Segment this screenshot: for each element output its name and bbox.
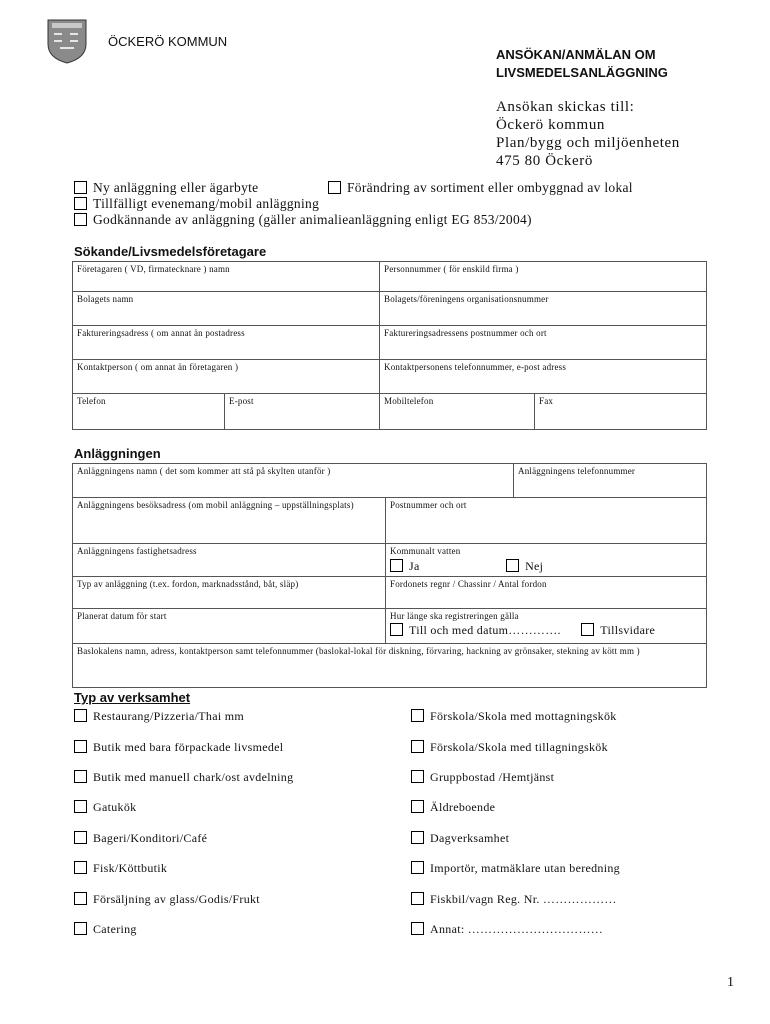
activity-item	[411, 861, 620, 876]
activity-item	[74, 861, 167, 876]
activity-checkbox[interactable]	[411, 709, 424, 722]
activity-checkbox[interactable]	[411, 922, 424, 935]
until-date-checkbox[interactable]	[390, 623, 403, 636]
activity-label: Bageri/Konditori/Café	[93, 831, 208, 845]
activity-label: Fisk/Köttbutik	[93, 861, 168, 875]
activity-label: Catering	[93, 922, 137, 936]
activity-label: Gruppbostad /Hemtjänst	[430, 770, 555, 784]
activity-item	[74, 770, 293, 785]
activity-checkbox[interactable]	[74, 740, 87, 753]
activity-label: Butik med bara förpackade livsmedel	[93, 740, 284, 754]
company-name-field[interactable]: Bolagets namn	[73, 292, 380, 326]
activity-item	[74, 800, 136, 815]
postal-code-city-field[interactable]: Postnummer och ort	[386, 498, 707, 544]
option-label: Tillfälligt evenemang/mobil anläggning	[93, 196, 320, 211]
municipal-water-cell	[386, 544, 707, 577]
activity-checkbox[interactable]	[411, 770, 424, 783]
municipality-coat-of-arms	[46, 18, 88, 64]
option-temporary-event	[74, 196, 319, 212]
activity-checkbox[interactable]	[411, 861, 424, 874]
address-line: Öckerö kommun	[496, 117, 606, 133]
activity-label: Butik med manuell chark/ost avdelning	[93, 770, 294, 784]
activity-checkbox[interactable]	[74, 770, 87, 783]
activity-item	[411, 770, 554, 785]
activity-checkbox[interactable]	[74, 892, 87, 905]
water-yes-checkbox[interactable]	[390, 559, 403, 572]
activity-checkbox[interactable]	[74, 709, 87, 722]
applicant-heading: Sökande/Livsmedelsföretagare	[74, 244, 267, 259]
activity-item	[74, 709, 244, 724]
activity-checkbox[interactable]	[411, 740, 424, 753]
option-label: Godkännande av anläggning (gäller animalieanläggning enligt EG 853/2004)	[93, 212, 532, 227]
visiting-address-field[interactable]: Anläggningens besöksadress (om mobil anläggning – uppställningsplats)	[73, 498, 386, 544]
water-no-checkbox[interactable]	[506, 559, 519, 572]
activity-label: Fiskbil/vagn Reg. Nr. ………………	[430, 892, 617, 906]
mobile-field[interactable]: Mobiltelefon	[380, 394, 535, 430]
activity-heading: Typ av verksamhet	[74, 690, 191, 705]
activity-item	[411, 800, 495, 815]
contact-person-field[interactable]: Kontaktperson ( om annat än företagaren )	[73, 360, 380, 394]
form-title-line1: ANSÖKAN/ANMÄLAN OM	[496, 47, 656, 62]
option-approval	[74, 212, 532, 228]
org-number-field[interactable]: Bolagets/föreningens organisationsnummer	[380, 292, 707, 326]
activity-label: Restaurang/Pizzeria/Thai mm	[93, 709, 245, 723]
activity-checkbox[interactable]	[74, 922, 87, 935]
address-line: Ansökan skickas till:	[496, 99, 635, 115]
vehicle-regnr-field[interactable]: Fordonets regnr / Chassinr / Antal fordon	[386, 577, 707, 609]
option-label: Ny anläggning eller ägarbyte	[93, 180, 259, 195]
base-premises-field[interactable]: Baslokalens namn, adress, kontaktperson samt telefonnummer (baslokal-lokal för diskning, förvaring, hackning av grönsaker, stekning av kött mm )	[73, 644, 707, 688]
activity-label: Annat: ……………………………	[430, 922, 604, 936]
activity-checkbox[interactable]	[74, 831, 87, 844]
activity-label: Förskola/Skola med mottagningskök	[430, 709, 617, 723]
personal-number-field[interactable]: Personnummer ( för enskild firma )	[380, 262, 707, 292]
until-date-label: Till och med datum………….	[409, 623, 561, 637]
activity-item	[411, 831, 509, 846]
facility-type-field[interactable]: Typ av anläggning (t.ex. fordon, marknadsstånd, båt, släp)	[73, 577, 386, 609]
phone-field[interactable]: Telefon	[73, 394, 225, 430]
new-facility-checkbox[interactable]	[74, 181, 87, 194]
page-number: 1	[727, 975, 734, 990]
activity-label: Försäljning av glass/Godis/Frukt	[93, 892, 260, 906]
registration-duration-label: Hur länge ska registreringen gälla	[390, 611, 519, 621]
water-yes-label: Ja	[409, 559, 420, 573]
send-to-address	[496, 98, 680, 170]
option-change-assortment	[328, 180, 633, 196]
change-assortment-checkbox[interactable]	[328, 181, 341, 194]
option-new-facility	[74, 180, 258, 196]
indefinite-label: Tillsvidare	[600, 623, 656, 637]
municipal-water-label: Kommunalt vatten	[390, 546, 461, 556]
billing-postal-field[interactable]: Faktureringsadressens postnummer och ort	[380, 326, 707, 360]
fax-field[interactable]: Fax	[535, 394, 707, 430]
facility-phone-field[interactable]: Anläggningens telefonnummer	[514, 464, 707, 498]
activity-checkbox[interactable]	[411, 831, 424, 844]
activity-label: Dagverksamhet	[430, 831, 510, 845]
applicant-table	[72, 261, 707, 430]
facility-name-field[interactable]: Anläggningens namn ( det som kommer att stå på skylten utanför )	[73, 464, 514, 498]
activity-item	[74, 740, 283, 755]
start-date-field[interactable]: Planerat datum för start	[73, 609, 386, 644]
temporary-event-checkbox[interactable]	[74, 197, 87, 210]
registration-duration-cell	[386, 609, 707, 644]
contact-phone-email-field[interactable]: Kontaktpersonens telefonnummer, e-post adress	[380, 360, 707, 394]
activity-item	[74, 892, 260, 907]
activity-label: Importör, matmäklare utan beredning	[430, 861, 620, 875]
facility-heading: Anläggningen	[74, 446, 161, 461]
activity-label: Äldreboende	[430, 800, 496, 814]
activity-label: Gatukök	[93, 800, 137, 814]
form-title	[496, 46, 668, 82]
billing-address-field[interactable]: Faktureringsadress ( om annat än postadress	[73, 326, 380, 360]
organization-name: ÖCKERÖ KOMMUN	[108, 34, 228, 49]
approval-checkbox[interactable]	[74, 213, 87, 226]
activity-checkbox[interactable]	[74, 800, 87, 813]
activity-checkbox[interactable]	[74, 861, 87, 874]
facility-table	[72, 463, 707, 688]
activity-item	[411, 709, 617, 724]
activity-checkbox[interactable]	[411, 892, 424, 905]
activity-item	[411, 740, 608, 755]
activity-label: Förskola/Skola med tillagningskök	[430, 740, 608, 754]
activity-item	[74, 922, 137, 937]
activity-item	[411, 892, 617, 907]
property-address-field[interactable]: Anläggningens fastighetsadress	[73, 544, 386, 577]
activity-item	[411, 922, 603, 937]
activity-checkbox[interactable]	[411, 800, 424, 813]
option-label: Förändring av sortiment eller ombyggnad av lokal	[347, 180, 633, 195]
form-title-line2: LIVSMEDELSANLÄGGNING	[496, 65, 668, 80]
address-line: 475 80 Öckerö	[496, 153, 593, 169]
activity-item	[74, 831, 207, 846]
email-field[interactable]: E-post	[225, 394, 380, 430]
water-no-label: Nej	[525, 559, 544, 573]
indefinite-checkbox[interactable]	[581, 623, 594, 636]
address-line: Plan/bygg och miljöenheten	[496, 135, 680, 151]
owner-name-field[interactable]: Företagaren ( VD, firmatecknare ) namn	[73, 262, 380, 292]
